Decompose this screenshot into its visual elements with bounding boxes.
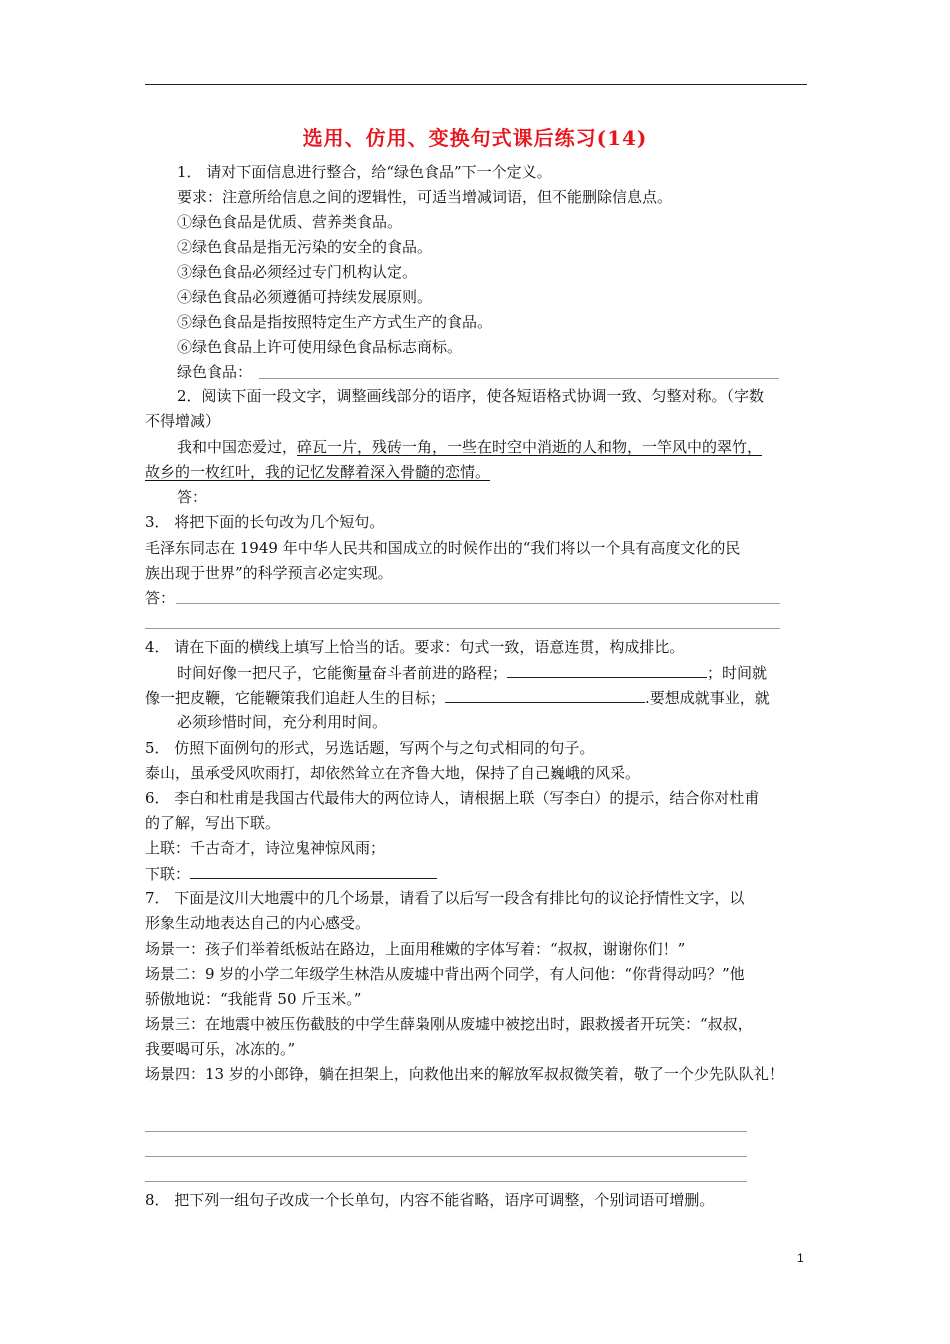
- page-number: 1: [797, 1251, 804, 1265]
- q7-answer-line-2[interactable]: [145, 1156, 747, 1157]
- q1-item-4: ④绿色食品必须遵循可持续发展原则。: [177, 288, 433, 306]
- q4-line2-text-b: .要想成就事业，就: [645, 689, 770, 707]
- q2-passage-line1: [177, 437, 762, 457]
- q3-text-line2: 族出现于世界”的科学预言必定实现。: [145, 564, 393, 582]
- q2-underlined-part2: 故乡的一枚红叶，我的记忆发酵着深入骨髓的恋情。: [145, 463, 491, 481]
- q7-stem-line2: 形象生动地表达自己的内心感受。: [145, 914, 371, 932]
- q1-item-3: ③绿色食品必须经过专门机构认定。: [177, 263, 418, 281]
- q7-scene-3-line2: 我要喝可乐，冰冻的。”: [145, 1040, 296, 1058]
- q7-scene-1: 场景一：孩子们举着纸板站在路边，上面用稚嫩的字体写着：“叔叔，谢谢你们！”: [145, 940, 686, 958]
- q6-lower-blank[interactable]: [190, 863, 437, 879]
- q6-stem-line1: 6． 李白和杜甫是我国古代最伟大的两位诗人，请根据上联（写李白）的提示，结合你对杜甫: [145, 789, 760, 807]
- q4-line1-text-b: ；时间就: [707, 664, 768, 682]
- q4-blank-1[interactable]: [507, 662, 707, 678]
- page-title: 选用、仿用、变换句式课后练习(14): [302, 126, 648, 150]
- q7-stem-line1: 7． 下面是汶川大地震中的几个场景，请看了以后写一段含有排比句的议论抒情性文字，以: [145, 889, 745, 907]
- q6-upper-couplet: 上联：千古奇才，诗泣鬼神惊风雨；: [145, 839, 386, 857]
- q6-lower-couplet: [145, 863, 437, 884]
- q7-scene-2-line2: 骄傲地说：“我能背 50 斤玉米。”: [145, 990, 362, 1008]
- q2-passage-plain: 我和中国恋爱过，: [177, 438, 298, 456]
- q1-item-1: ①绿色食品是优质、营养类食品。: [177, 213, 403, 231]
- q5-example: 泰山，虽承受风吹雨打，却依然耸立在齐鲁大地，保持了自己巍峨的风采。: [145, 764, 641, 782]
- q7-answer-line-3[interactable]: [145, 1181, 747, 1182]
- q1-item-6: ⑥绿色食品上许可使用绿色食品标志商标。: [177, 338, 463, 356]
- q2-underlined-part1: 碎瓦一片，残砖一角，一些在时空中消逝的人和物，一竿风中的翠竹，: [297, 438, 763, 456]
- q6-lower-label: 下联：: [145, 865, 191, 883]
- q2-passage-line2: [145, 462, 490, 482]
- q1-requirement: 要求：注意所给信息之间的逻辑性，可适当增减词语，但不能删除信息点。: [177, 188, 673, 206]
- q4-stem: 4． 请在下面的横线上填写上恰当的话。要求：句式一致，语意连贯，构成排比。: [145, 638, 685, 656]
- q2-answer-label: 答：: [177, 488, 208, 506]
- q6-stem-line2: 的了解，写出下联。: [145, 814, 281, 832]
- q3-answer-line-1[interactable]: [176, 603, 780, 604]
- q3-answer-label: 答：: [145, 589, 176, 607]
- q3-answer-line-2[interactable]: [145, 628, 780, 629]
- q8-stem: 8． 把下列一组句子改成一个长单句，内容不能省略，语序可调整，个别词语可增删。: [145, 1191, 715, 1209]
- q7-scene-2-line1: 场景二：9 岁的小学二年级学生林浩从废墟中背出两个同学，有人问他：“你背得动吗？”他: [145, 965, 745, 983]
- q1-item-2: ②绿色食品是指无污染的安全的食品。: [177, 238, 433, 256]
- q5-stem: 5． 仿照下面例句的形式，另选话题，写两个与之句式相同的句子。: [145, 739, 595, 757]
- q7-scene-3-line1: 场景三：在地震中被压伤截肢的中学生薛枭刚从废墟中被挖出时，跟救援者开玩笑：“叔叔，: [145, 1015, 753, 1033]
- q4-line1: [177, 662, 767, 683]
- q1-answer-line[interactable]: [259, 378, 779, 379]
- q4-line3: 必须珍惜时间，充分利用时间。: [177, 713, 388, 731]
- q1-answer-label: 绿色食品：: [177, 363, 253, 381]
- q2-stem-line2: 不得增减）: [145, 412, 221, 430]
- q2-stem-line1: 2．阅读下面一段文字，调整画线部分的语序，使各短语格式协调一致、匀整对称。（字数: [177, 387, 765, 405]
- q1-item-5: ⑤绿色食品是指按照特定生产方式生产的食品。: [177, 313, 493, 331]
- q1-stem: 1． 请对下面信息进行整合，给“绿色食品”下一个定义。: [177, 163, 552, 181]
- q3-text-line1: 毛泽东同志在 1949 年中华人民共和国成立的时候作出的“我们将以一个具有高度文化的民: [145, 539, 741, 557]
- q7-scene-4: 场景四：13 岁的小郎铮，躺在担架上，向救他出来的解放军叔叔微笑着，敬了一个少先队队礼！: [145, 1065, 784, 1083]
- q7-answer-line-1[interactable]: [145, 1131, 747, 1132]
- q4-line1-text-a: 时间好像一把尺子，它能衡量奋斗者前进的路程；: [177, 664, 508, 682]
- q3-stem: 3． 将把下面的长句改为几个短句。: [145, 513, 385, 531]
- q4-line2: [145, 687, 770, 708]
- q4-line2-text-a: 像一把皮鞭，它能鞭策我们追赶人生的目标；: [145, 689, 446, 707]
- header-rule: [145, 84, 807, 85]
- q4-blank-2[interactable]: [445, 687, 645, 703]
